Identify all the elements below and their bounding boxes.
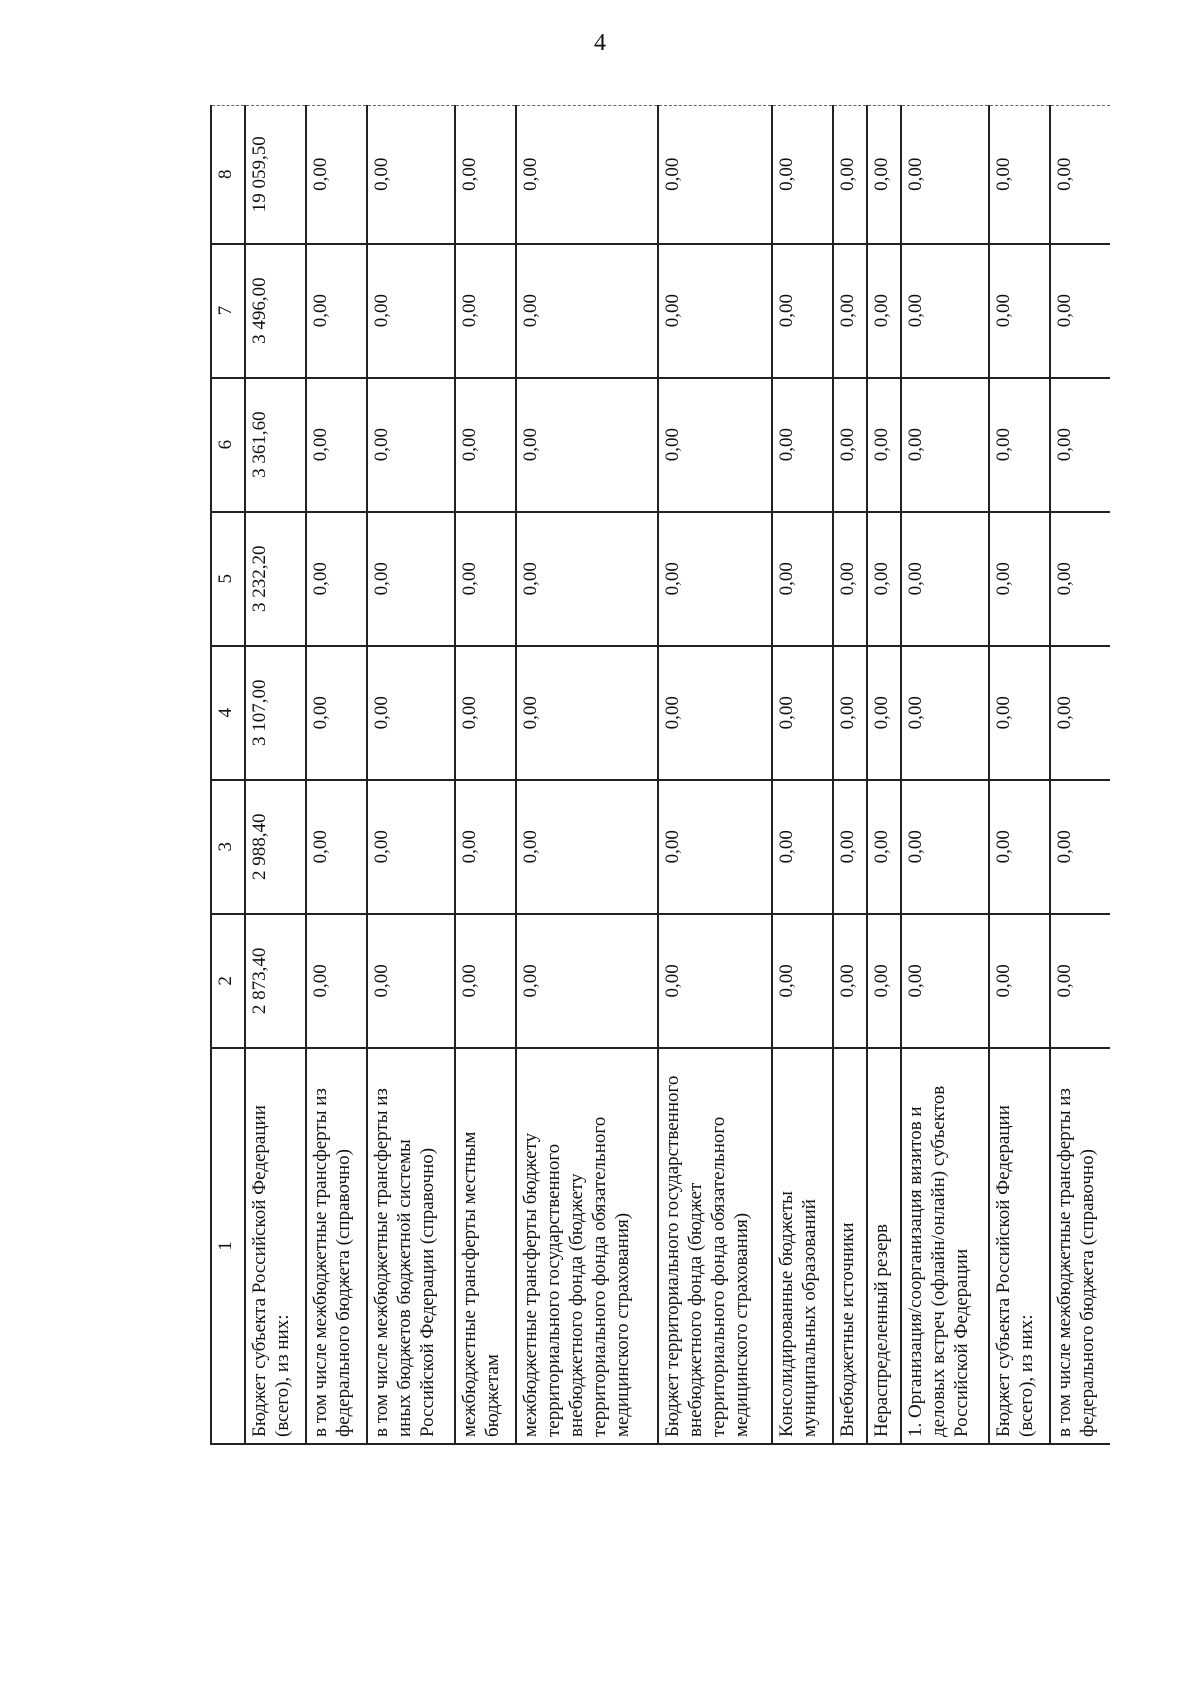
value-cell: 0,00 (901, 244, 989, 378)
table-row (455, 106, 516, 1445)
row-label-cell: Консолидированные бюджеты муниципальных образований (772, 1048, 833, 1444)
value-cell: 0,00 (658, 512, 773, 646)
table-row (516, 106, 658, 1445)
row-label-cell: Бюджет субъекта Российской Федерации (всего), из них: (989, 1048, 1050, 1444)
row-label-cell: в том числе межбюджетные трансферты из федерального бюджета (справочно) (1050, 1048, 1110, 1444)
value-cell: 0,00 (516, 244, 658, 378)
value-cell: 0,00 (833, 378, 867, 512)
value-cell: 0,00 (867, 780, 901, 914)
row-label-cell: Нераспределенный резерв (867, 1048, 901, 1444)
value-cell: 3 232,20 (245, 512, 306, 646)
value-cell: 19 059,50 (245, 106, 306, 244)
table-row (1050, 106, 1110, 1445)
column-number-header: 8 (211, 106, 245, 244)
value-cell: 0,00 (833, 106, 867, 244)
value-cell: 0,00 (833, 244, 867, 378)
value-cell: 0,00 (1050, 378, 1110, 512)
value-cell: 0,00 (867, 914, 901, 1048)
value-cell: 0,00 (833, 646, 867, 780)
value-cell: 0,00 (455, 106, 516, 244)
table-row (367, 106, 455, 1445)
value-cell: 0,00 (867, 646, 901, 780)
value-cell: 0,00 (455, 914, 516, 1048)
column-number-header: 2 (211, 914, 245, 1048)
column-number-header: 4 (211, 646, 245, 780)
row-label-cell: Бюджет субъекта Российской Федерации (всего), из них: (245, 1048, 306, 1444)
value-cell: 0,00 (516, 512, 658, 646)
value-cell: 3 361,60 (245, 378, 306, 512)
value-cell: 0,00 (306, 106, 367, 244)
value-cell: 0,00 (455, 378, 516, 512)
value-cell: 0,00 (516, 914, 658, 1048)
row-label-cell: Бюджет территориального государственного внебюджетного фонда (бюджет территориального фонда обязательного медицинского страхования) (658, 1048, 773, 1444)
value-cell: 0,00 (658, 914, 773, 1048)
value-cell: 0,00 (901, 106, 989, 244)
row-label-cell: в том числе межбюджетные трансферты из иных бюджетов бюджетной системы Российской Федерации (справочно) (367, 1048, 455, 1444)
value-cell: 0,00 (772, 378, 833, 512)
value-cell: 2 988,40 (245, 780, 306, 914)
value-cell: 0,00 (772, 512, 833, 646)
value-cell: 0,00 (867, 106, 901, 244)
value-cell: 0,00 (367, 512, 455, 646)
row-label-cell: 1. Организация/соорганизация визитов и деловых встреч (офлайн/онлайн) субъектов Российской Федерации (901, 1048, 989, 1444)
column-number-header: 1 (211, 1048, 245, 1444)
value-cell: 0,00 (658, 378, 773, 512)
table-row (989, 106, 1050, 1445)
value-cell: 0,00 (772, 106, 833, 244)
rotated-table-container (210, 105, 1110, 1445)
value-cell: 0,00 (833, 914, 867, 1048)
table-row (658, 106, 773, 1445)
table-row (901, 106, 989, 1445)
value-cell: 0,00 (658, 646, 773, 780)
value-cell: 0,00 (901, 914, 989, 1048)
value-cell: 0,00 (772, 780, 833, 914)
table-row (867, 106, 901, 1445)
column-number-header: 6 (211, 378, 245, 512)
value-cell: 0,00 (833, 512, 867, 646)
value-cell: 0,00 (989, 780, 1050, 914)
value-cell: 0,00 (867, 512, 901, 646)
value-cell: 0,00 (867, 244, 901, 378)
value-cell: 0,00 (989, 914, 1050, 1048)
value-cell: 0,00 (901, 512, 989, 646)
value-cell: 0,00 (658, 106, 773, 244)
value-cell: 0,00 (901, 780, 989, 914)
value-cell: 0,00 (367, 646, 455, 780)
table-header-row (211, 106, 245, 1445)
value-cell: 0,00 (306, 244, 367, 378)
table-row (245, 106, 306, 1445)
value-cell: 0,00 (901, 378, 989, 512)
value-cell: 0,00 (658, 780, 773, 914)
row-label-cell: в том числе межбюджетные трансферты из федерального бюджета (справочно) (306, 1048, 367, 1444)
column-number-header: 7 (211, 244, 245, 378)
row-label-cell: межбюджетные трансферты местным бюджетам (455, 1048, 516, 1444)
value-cell: 0,00 (306, 780, 367, 914)
table-body (211, 106, 1110, 1445)
value-cell: 0,00 (306, 512, 367, 646)
value-cell: 0,00 (989, 512, 1050, 646)
value-cell: 0,00 (367, 106, 455, 244)
value-cell: 0,00 (306, 646, 367, 780)
value-cell: 0,00 (306, 378, 367, 512)
value-cell: 0,00 (367, 780, 455, 914)
value-cell: 0,00 (1050, 106, 1110, 244)
value-cell: 3 107,00 (245, 646, 306, 780)
value-cell: 0,00 (772, 914, 833, 1048)
value-cell: 0,00 (989, 378, 1050, 512)
value-cell: 0,00 (989, 244, 1050, 378)
value-cell: 3 496,00 (245, 244, 306, 378)
row-label-cell: Внебюджетные источники (833, 1048, 867, 1444)
value-cell: 0,00 (1050, 914, 1110, 1048)
value-cell: 0,00 (455, 244, 516, 378)
value-cell: 0,00 (989, 646, 1050, 780)
table-row (772, 106, 833, 1445)
value-cell: 0,00 (1050, 780, 1110, 914)
value-cell: 0,00 (455, 512, 516, 646)
budget-table (210, 105, 1110, 1445)
page-number: 4 (594, 30, 606, 56)
value-cell: 0,00 (367, 914, 455, 1048)
value-cell: 0,00 (367, 378, 455, 512)
value-cell: 2 873,40 (245, 914, 306, 1048)
value-cell: 0,00 (516, 106, 658, 244)
value-cell: 0,00 (901, 646, 989, 780)
value-cell: 0,00 (455, 780, 516, 914)
table-row (306, 106, 367, 1445)
value-cell: 0,00 (772, 244, 833, 378)
value-cell: 0,00 (1050, 244, 1110, 378)
value-cell: 0,00 (367, 244, 455, 378)
column-number-header: 3 (211, 780, 245, 914)
value-cell: 0,00 (1050, 646, 1110, 780)
value-cell: 0,00 (306, 914, 367, 1048)
value-cell: 0,00 (867, 378, 901, 512)
row-label-cell: межбюджетные трансферты бюджету территориального государственного внебюджетного фонда (бюджету территориального фонда обязательного медицинского страхования) (516, 1048, 658, 1444)
value-cell: 0,00 (516, 780, 658, 914)
value-cell: 0,00 (516, 646, 658, 780)
value-cell: 0,00 (772, 646, 833, 780)
value-cell: 0,00 (1050, 512, 1110, 646)
column-number-header: 5 (211, 512, 245, 646)
value-cell: 0,00 (516, 378, 658, 512)
value-cell: 0,00 (989, 106, 1050, 244)
table-row (833, 106, 867, 1445)
value-cell: 0,00 (455, 646, 516, 780)
value-cell: 0,00 (658, 244, 773, 378)
value-cell: 0,00 (833, 780, 867, 914)
